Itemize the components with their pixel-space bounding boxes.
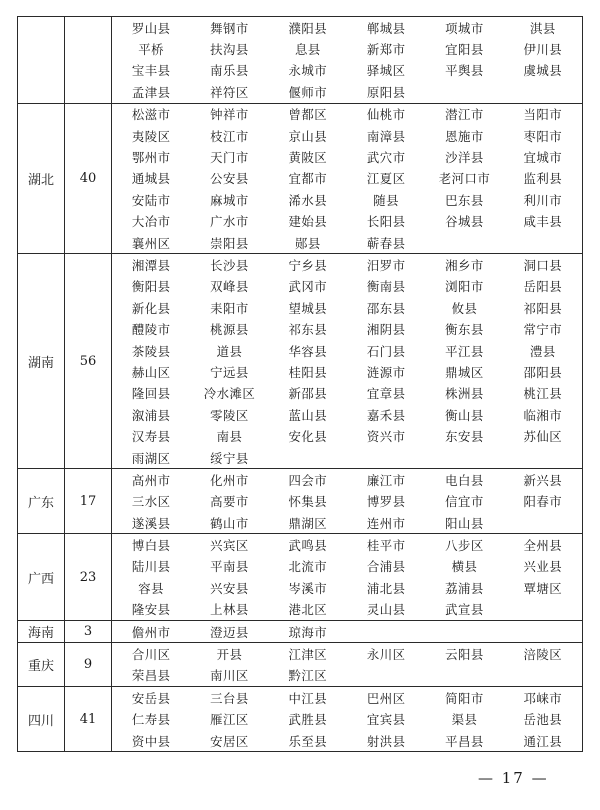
table-row bbox=[18, 254, 583, 469]
county-name: 枝江市 bbox=[210, 128, 249, 144]
county-line bbox=[112, 534, 582, 555]
county-line bbox=[112, 361, 582, 382]
county-name: 醴陵市 bbox=[131, 322, 171, 338]
county-name: 永城市 bbox=[288, 63, 328, 79]
county-name: 钟祥市 bbox=[210, 107, 249, 123]
county-name: 岳池县 bbox=[523, 712, 563, 728]
county-name: 溆浦县 bbox=[131, 407, 171, 423]
county-name: 攸县 bbox=[451, 300, 478, 316]
county-list bbox=[112, 643, 583, 687]
county-name: 浏阳市 bbox=[445, 279, 484, 295]
county-name: 儋州市 bbox=[131, 624, 171, 640]
county-name: 湘乡市 bbox=[445, 257, 484, 273]
county-name: 衡东县 bbox=[445, 322, 484, 338]
county-name: 华容县 bbox=[288, 343, 328, 359]
table-row bbox=[18, 620, 583, 642]
province-name: 广西 bbox=[18, 534, 65, 621]
county-name: 陆川县 bbox=[131, 559, 171, 575]
county-name: 云阳县 bbox=[445, 647, 484, 663]
county-count: 56 bbox=[65, 254, 112, 469]
county-line bbox=[112, 577, 582, 598]
county-name: 巴东县 bbox=[445, 192, 484, 208]
county-name: 苏仙区 bbox=[523, 429, 563, 445]
county-name: 信宜市 bbox=[445, 494, 484, 510]
county-name: 崇阳县 bbox=[210, 235, 249, 251]
county-name: 邵阳县 bbox=[523, 364, 563, 380]
county-name: 宜宾县 bbox=[366, 712, 406, 728]
county-line bbox=[112, 447, 582, 468]
county-name: 通城县 bbox=[131, 171, 171, 187]
page-number: — 17 — bbox=[478, 769, 549, 787]
county-name: 宁远县 bbox=[210, 364, 249, 380]
county-line bbox=[112, 17, 582, 38]
county-name: 射洪县 bbox=[366, 733, 406, 749]
county-name: 平舆县 bbox=[445, 63, 484, 79]
county-name: 桃源县 bbox=[210, 322, 249, 338]
county-name: 岳阳县 bbox=[523, 279, 563, 295]
county-name: 宜都市 bbox=[288, 171, 328, 187]
county-name: 荣昌县 bbox=[131, 668, 171, 684]
county-name: 衡南县 bbox=[366, 279, 406, 295]
county-line bbox=[112, 60, 582, 81]
county-name: 全州县 bbox=[523, 538, 563, 554]
county-name: 合浦县 bbox=[366, 559, 406, 575]
county-count: 9 bbox=[65, 643, 112, 687]
county-name: 建始县 bbox=[288, 214, 328, 230]
county-name: 邛崃市 bbox=[523, 690, 563, 706]
county-name: 浦北县 bbox=[366, 580, 406, 596]
county-name: 澄迈县 bbox=[210, 624, 249, 640]
county-name: 南川区 bbox=[210, 668, 249, 684]
county-line bbox=[112, 491, 582, 512]
county-name: 北流市 bbox=[288, 559, 328, 575]
county-name: 高要市 bbox=[210, 494, 249, 510]
county-name: 安化县 bbox=[288, 429, 328, 445]
county-name: 南漳县 bbox=[366, 128, 406, 144]
county-name: 安居区 bbox=[210, 733, 249, 749]
county-name: 孟津县 bbox=[131, 84, 171, 100]
county-name: 郧县 bbox=[294, 235, 321, 251]
county-name: 鼎城区 bbox=[445, 364, 484, 380]
county-name: 武胜县 bbox=[288, 712, 328, 728]
county-name: 宜阳县 bbox=[445, 42, 484, 58]
county-name: 隆安县 bbox=[131, 602, 171, 618]
county-name: 望城县 bbox=[288, 300, 328, 316]
county-line bbox=[112, 146, 582, 167]
county-name: 夷陵区 bbox=[131, 128, 171, 144]
county-line bbox=[112, 556, 582, 577]
county-name: 桃江县 bbox=[523, 386, 563, 402]
county-name: 祁阳县 bbox=[523, 300, 563, 316]
county-list bbox=[112, 620, 583, 642]
county-name: 岑溪市 bbox=[288, 580, 328, 596]
county-name: 常宁市 bbox=[523, 322, 563, 338]
county-name: 阳春市 bbox=[523, 494, 563, 510]
county-name: 道县 bbox=[216, 343, 243, 359]
county-line bbox=[112, 599, 582, 620]
county-line bbox=[112, 621, 582, 642]
county-line bbox=[112, 340, 582, 361]
county-name: 渠县 bbox=[451, 712, 478, 728]
county-name: 武宣县 bbox=[445, 602, 484, 618]
county-name: 耒阳市 bbox=[210, 300, 249, 316]
county-name: 新郑市 bbox=[366, 42, 406, 58]
county-line bbox=[112, 211, 582, 232]
county-name: 老河口市 bbox=[438, 171, 491, 187]
county-list bbox=[112, 103, 583, 254]
county-name: 仁寿县 bbox=[131, 712, 171, 728]
county-name: 赫山区 bbox=[131, 364, 171, 380]
county-name: 容县 bbox=[138, 580, 165, 596]
county-name: 隆回县 bbox=[131, 386, 171, 402]
province-name: 广东 bbox=[18, 469, 65, 534]
county-name: 湘潭县 bbox=[131, 257, 171, 273]
county-name: 息县 bbox=[294, 42, 321, 58]
county-name: 廉江市 bbox=[366, 472, 406, 488]
county-list bbox=[112, 17, 583, 104]
county-name: 京山县 bbox=[288, 128, 328, 144]
county-name: 武冈市 bbox=[288, 279, 328, 295]
county-name: 淇县 bbox=[529, 20, 556, 36]
county-count: 40 bbox=[65, 103, 112, 254]
county-name: 简阳市 bbox=[445, 690, 484, 706]
county-name: 平南县 bbox=[210, 559, 249, 575]
county-name: 兴安县 bbox=[210, 580, 249, 596]
county-name: 曾都区 bbox=[288, 107, 328, 123]
county-name: 新化县 bbox=[131, 300, 171, 316]
county-name: 茶陵县 bbox=[131, 343, 171, 359]
province-name: 湖南 bbox=[18, 254, 65, 469]
county-name: 咸丰县 bbox=[523, 214, 563, 230]
county-name: 博罗县 bbox=[366, 494, 406, 510]
county-line bbox=[112, 730, 582, 751]
county-name: 原阳县 bbox=[366, 84, 406, 100]
county-name: 合川区 bbox=[131, 647, 171, 663]
county-name: 嘉禾县 bbox=[366, 407, 406, 423]
province-name: 湖北 bbox=[18, 103, 65, 254]
table-row bbox=[18, 103, 583, 254]
county-name: 黔江区 bbox=[288, 668, 328, 684]
county-name: 监利县 bbox=[523, 171, 563, 187]
county-name: 虞城县 bbox=[523, 63, 563, 79]
county-line bbox=[112, 404, 582, 425]
county-name: 扶沟县 bbox=[210, 42, 249, 58]
province-name: 海南 bbox=[18, 620, 65, 642]
county-line bbox=[112, 709, 582, 730]
county-name: 横县 bbox=[451, 559, 478, 575]
table-row bbox=[18, 687, 583, 752]
county-name: 覃塘区 bbox=[523, 580, 563, 596]
county-name: 阳山县 bbox=[445, 515, 484, 531]
county-name: 沙洋县 bbox=[445, 150, 484, 166]
county-count: 3 bbox=[65, 620, 112, 642]
county-name: 高州市 bbox=[131, 472, 171, 488]
county-name: 伊川县 bbox=[523, 42, 563, 58]
county-name: 遂溪县 bbox=[131, 515, 171, 531]
county-name: 中江县 bbox=[288, 690, 328, 706]
county-line bbox=[112, 81, 582, 102]
county-name: 涪陵区 bbox=[523, 647, 563, 663]
county-name: 石门县 bbox=[366, 343, 406, 359]
county-name: 博白县 bbox=[131, 538, 171, 554]
county-name: 长沙县 bbox=[210, 257, 249, 273]
county-name: 襄州区 bbox=[131, 235, 171, 251]
county-line bbox=[112, 383, 582, 404]
county-name: 鹤山市 bbox=[210, 515, 249, 531]
county-name: 驿城区 bbox=[366, 63, 406, 79]
county-line bbox=[112, 104, 582, 125]
county-name: 谷城县 bbox=[445, 214, 484, 230]
county-name: 化州市 bbox=[210, 472, 249, 488]
province-name bbox=[18, 17, 65, 104]
county-line bbox=[112, 232, 582, 253]
county-line bbox=[112, 512, 582, 533]
province-name: 四川 bbox=[18, 687, 65, 752]
county-name: 汉寿县 bbox=[131, 429, 171, 445]
county-name: 巴州区 bbox=[366, 690, 406, 706]
county-line bbox=[112, 425, 582, 446]
county-name: 天门市 bbox=[210, 150, 249, 166]
table-row bbox=[18, 17, 583, 104]
county-line bbox=[112, 125, 582, 146]
county-name: 新邵县 bbox=[288, 386, 328, 402]
county-line bbox=[112, 297, 582, 318]
county-name: 潜江市 bbox=[445, 107, 484, 123]
county-name: 雨湖区 bbox=[131, 450, 171, 466]
county-name: 麻城市 bbox=[210, 192, 249, 208]
county-name: 武穴市 bbox=[366, 150, 406, 166]
county-name: 长阳县 bbox=[366, 214, 406, 230]
county-name: 上林县 bbox=[210, 602, 249, 618]
county-name: 当阳市 bbox=[523, 107, 563, 123]
county-name: 冷水滩区 bbox=[203, 386, 256, 402]
county-name: 安岳县 bbox=[131, 690, 171, 706]
county-name: 通江县 bbox=[523, 733, 563, 749]
county-name: 八步区 bbox=[445, 538, 484, 554]
county-name: 连州市 bbox=[366, 515, 406, 531]
county-name: 三水区 bbox=[131, 494, 171, 510]
county-list bbox=[112, 687, 583, 752]
county-name: 蓝山县 bbox=[288, 407, 328, 423]
county-name: 桂阳县 bbox=[288, 364, 328, 380]
county-name: 双峰县 bbox=[210, 279, 249, 295]
county-name: 枣阳市 bbox=[523, 128, 563, 144]
county-name: 澧县 bbox=[529, 343, 556, 359]
county-list bbox=[112, 469, 583, 534]
county-name: 安陆市 bbox=[131, 192, 171, 208]
county-name: 衡山县 bbox=[445, 407, 484, 423]
county-name: 利川市 bbox=[523, 192, 563, 208]
county-name: 雁江区 bbox=[210, 712, 249, 728]
county-name: 平昌县 bbox=[445, 733, 484, 749]
county-name: 平江县 bbox=[445, 343, 484, 359]
county-name: 资中县 bbox=[131, 733, 171, 749]
county-list bbox=[112, 534, 583, 621]
county-name: 乐至县 bbox=[288, 733, 328, 749]
county-name: 兴业县 bbox=[523, 559, 563, 575]
county-name: 湘阴县 bbox=[366, 322, 406, 338]
county-name: 桂平市 bbox=[366, 538, 406, 554]
county-name: 零陵区 bbox=[210, 407, 249, 423]
county-name: 郸城县 bbox=[366, 20, 406, 36]
county-name: 项城市 bbox=[445, 20, 484, 36]
county-name: 南县 bbox=[216, 429, 243, 445]
county-name: 电白县 bbox=[445, 472, 484, 488]
county-count: 17 bbox=[65, 469, 112, 534]
county-name: 怀集县 bbox=[288, 494, 328, 510]
county-name: 武鸣县 bbox=[288, 538, 328, 554]
province-name: 重庆 bbox=[18, 643, 65, 687]
county-table-body bbox=[18, 17, 583, 752]
county-name: 开县 bbox=[216, 647, 243, 663]
county-name: 南乐县 bbox=[210, 63, 249, 79]
county-name: 荔浦县 bbox=[445, 580, 484, 596]
county-list bbox=[112, 254, 583, 469]
county-name: 黄陂区 bbox=[288, 150, 328, 166]
county-name: 永川区 bbox=[366, 647, 406, 663]
county-name: 宜城市 bbox=[523, 150, 563, 166]
county-name: 新兴县 bbox=[523, 472, 563, 488]
county-name: 松滋市 bbox=[131, 107, 171, 123]
county-line bbox=[112, 276, 582, 297]
county-name: 蕲春县 bbox=[366, 235, 406, 251]
county-name: 江夏区 bbox=[366, 171, 406, 187]
county-name: 鼎湖区 bbox=[288, 515, 328, 531]
county-name: 大冶市 bbox=[131, 214, 171, 230]
table-row bbox=[18, 469, 583, 534]
county-name: 资兴市 bbox=[366, 429, 406, 445]
county-name: 株洲县 bbox=[445, 386, 484, 402]
county-count: 23 bbox=[65, 534, 112, 621]
county-line bbox=[112, 38, 582, 59]
county-count bbox=[65, 17, 112, 104]
county-line bbox=[112, 665, 582, 686]
county-name: 广水市 bbox=[210, 214, 249, 230]
county-count: 41 bbox=[65, 687, 112, 752]
county-name: 涟源市 bbox=[366, 364, 406, 380]
county-name: 兴宾区 bbox=[210, 538, 249, 554]
county-name: 临湘市 bbox=[523, 407, 563, 423]
county-name: 舞钢市 bbox=[210, 20, 249, 36]
county-line bbox=[112, 469, 582, 490]
county-name: 偃师市 bbox=[288, 84, 328, 100]
county-name: 祁东县 bbox=[288, 322, 328, 338]
county-line bbox=[112, 189, 582, 210]
county-name: 濮阳县 bbox=[288, 20, 328, 36]
county-name: 邵东县 bbox=[366, 300, 406, 316]
county-name: 随县 bbox=[373, 192, 400, 208]
table-row bbox=[18, 643, 583, 687]
county-name: 四会市 bbox=[288, 472, 328, 488]
county-name: 江津区 bbox=[288, 647, 328, 663]
county-name: 宁乡县 bbox=[288, 257, 328, 273]
county-name: 公安县 bbox=[210, 171, 249, 187]
county-name: 绥宁县 bbox=[210, 450, 249, 466]
county-name: 罗山县 bbox=[131, 20, 171, 36]
county-name: 祥符区 bbox=[210, 84, 249, 100]
county-name: 平桥 bbox=[138, 42, 165, 58]
county-name: 宝丰县 bbox=[131, 63, 171, 79]
county-name: 仙桃市 bbox=[366, 107, 406, 123]
county-name: 衡阳县 bbox=[131, 279, 171, 295]
county-name: 港北区 bbox=[288, 602, 328, 618]
county-line bbox=[112, 254, 582, 275]
county-name: 灵山县 bbox=[366, 602, 406, 618]
county-name: 琼海市 bbox=[288, 624, 328, 640]
county-line bbox=[112, 643, 582, 664]
county-name: 恩施市 bbox=[445, 128, 484, 144]
county-name: 鄂州市 bbox=[131, 150, 171, 166]
county-name: 宜章县 bbox=[366, 386, 406, 402]
county-line bbox=[112, 318, 582, 339]
county-name: 汨罗市 bbox=[366, 257, 406, 273]
county-name: 东安县 bbox=[445, 429, 484, 445]
county-table bbox=[17, 16, 583, 752]
county-name: 浠水县 bbox=[288, 192, 328, 208]
county-line bbox=[112, 168, 582, 189]
table-row bbox=[18, 534, 583, 621]
county-line bbox=[112, 687, 582, 708]
county-name: 三台县 bbox=[210, 690, 249, 706]
county-name: 洞口县 bbox=[523, 257, 563, 273]
